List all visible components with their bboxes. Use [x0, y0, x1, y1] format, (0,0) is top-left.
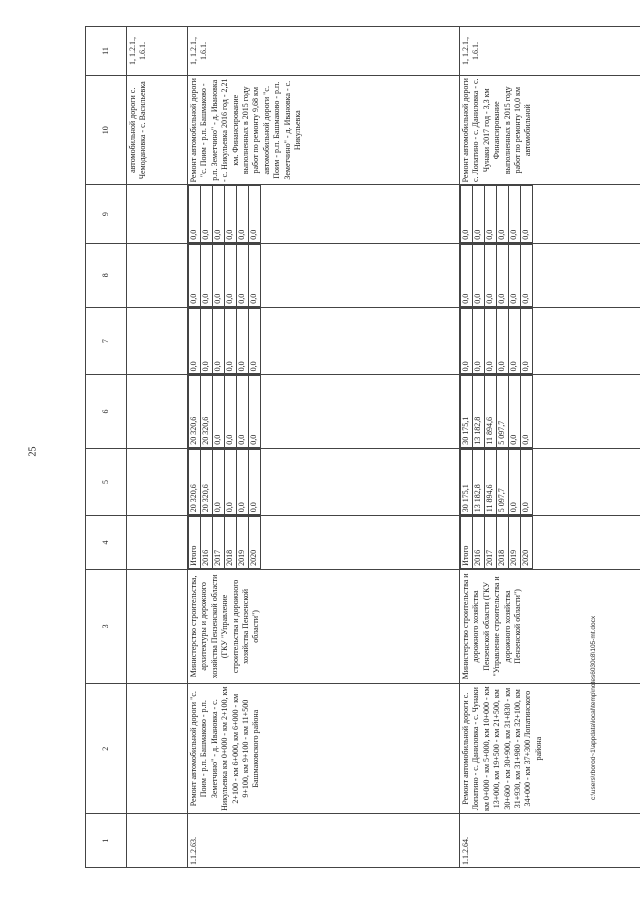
- amount-value: 0,0: [509, 449, 521, 515]
- header-cell: 4: [86, 516, 127, 570]
- year-label: 2018: [225, 517, 237, 569]
- object-name: Ремонт автомобильной дороги "с. Поим - р.п. Башмаково - р.п. Земетчино" - д. Ивановка - с. Никульевка км 0+000 - км 2+100, км 2+100 - км 6+000, км 6+000 - км 9+100, км 9+100 - км 11+500 Башмаковского района: [188, 683, 460, 813]
- indicator-refs: 1, 1.2.1., 1.6.1.: [188, 27, 460, 76]
- row-number: 1.1.2.63.: [188, 814, 460, 868]
- amount-value: 0,0: [249, 244, 261, 306]
- amount-value: 0,0: [509, 308, 521, 374]
- amount-value: 0,0: [509, 376, 521, 447]
- amount-value: 0,0: [509, 186, 521, 242]
- amount-cell-c7: [188, 307, 460, 375]
- years-cell: [188, 516, 460, 570]
- amount-cell-c9: [460, 185, 640, 243]
- page-number: 25: [27, 446, 39, 457]
- amount-value: 0,0: [189, 186, 201, 242]
- years-cell: [460, 516, 640, 570]
- amount-value: 0,0: [225, 376, 237, 447]
- amount-value: 20 320,6: [189, 449, 201, 515]
- amount-value: 5 097,7: [497, 449, 509, 515]
- amount-value: 0,0: [249, 449, 261, 515]
- amount-value: 0,0: [485, 244, 497, 306]
- amount-value: 0,0: [189, 308, 201, 374]
- amount-cell-c6: [460, 375, 640, 448]
- amount-value: 0,0: [497, 186, 509, 242]
- year-label: 2016: [201, 517, 213, 569]
- amount-value: 0,0: [237, 308, 249, 374]
- year-label: 2020: [249, 517, 261, 569]
- header-cell: 6: [86, 375, 127, 448]
- year-label: Итого: [461, 517, 473, 569]
- indicator-refs: 1, 1.2.1., 1.6.1.: [460, 27, 640, 76]
- amount-value: 0,0: [521, 244, 533, 306]
- year-label: 2016: [473, 517, 485, 569]
- amount-value: 0,0: [249, 186, 261, 242]
- amount-value: 0,0: [213, 449, 225, 515]
- amount-value: 0,0: [521, 449, 533, 515]
- amount-value: 0,0: [213, 186, 225, 242]
- year-label: 2017: [213, 517, 225, 569]
- header-cell: 8: [86, 243, 127, 307]
- amount-value: 0,0: [249, 308, 261, 374]
- amount-value: 0,0: [213, 308, 225, 374]
- year-label: 2017: [485, 517, 497, 569]
- amount-value: 0,0: [461, 244, 473, 306]
- row-number: 1.1.2.64.: [460, 814, 640, 868]
- amount-cell-c7: [460, 307, 640, 375]
- amount-value: 30 175,1: [461, 376, 473, 447]
- header-cell: 2: [86, 683, 127, 813]
- amount-value: 0,0: [521, 376, 533, 447]
- amount-value: 0,0: [461, 308, 473, 374]
- amount-value: 0,0: [473, 308, 485, 374]
- amount-cell-c6: [188, 375, 460, 448]
- amount-value: 20 320,6: [189, 376, 201, 447]
- amount-value: 5 097,7: [497, 376, 509, 447]
- amount-value: 0,0: [461, 186, 473, 242]
- amount-value: 0,0: [201, 186, 213, 242]
- amount-value: 0,0: [201, 308, 213, 374]
- year-label: 2019: [237, 517, 249, 569]
- amount-value: 30 175,1: [461, 449, 473, 515]
- amount-value: 0,0: [485, 308, 497, 374]
- header-cell: 3: [86, 569, 127, 683]
- amount-value: 0,0: [497, 308, 509, 374]
- executor: Министерство строительства, архитектуры и дорожного хозяйства Пензенской области (ГКУ "Управление строительства и дорожного хозяйства Пензенской области"): [188, 569, 460, 683]
- amount-value: 11 894,6: [485, 376, 497, 447]
- amount-value: 0,0: [225, 244, 237, 306]
- amount-cell-c8: [188, 243, 460, 307]
- continuation-indicators: 1, 1.2.1., 1.6.1.: [127, 27, 188, 76]
- amount-value: 13 182,8: [473, 376, 485, 447]
- header-cell: 11: [86, 27, 127, 76]
- amount-value: 11 894,6: [485, 449, 497, 515]
- header-cell: 5: [86, 448, 127, 516]
- continuation-row: [127, 27, 188, 868]
- header-row: [86, 27, 127, 868]
- table-row: [188, 27, 460, 868]
- amount-value: 0,0: [237, 449, 249, 515]
- continuation-result: автомобильной дороги с. Чемодановка - с. Васильевка: [127, 76, 188, 185]
- year-label: 2019: [509, 517, 521, 569]
- footer-path: c:\users\rborod~1\appdata\local\temp\notes6030c8\105-mt.docx: [590, 615, 597, 800]
- header-cell: 1: [86, 814, 127, 868]
- amount-value: 0,0: [237, 244, 249, 306]
- year-label: 2020: [521, 517, 533, 569]
- amount-value: 20 320,6: [201, 376, 213, 447]
- amount-value: 0,0: [473, 244, 485, 306]
- amount-value: 0,0: [201, 244, 213, 306]
- rotated-table-wrapper: [85, 26, 571, 868]
- amount-cell-c5: [188, 448, 460, 516]
- amount-value: 0,0: [485, 186, 497, 242]
- amount-value: 0,0: [225, 186, 237, 242]
- year-label: 2018: [497, 517, 509, 569]
- amount-value: 0,0: [497, 244, 509, 306]
- header-cell: 10: [86, 76, 127, 185]
- amount-value: 0,0: [189, 244, 201, 306]
- expected-result: Ремонт автомобильной дороги "с. Поим - р.п. Башмаково - р.п. Земетчино" - д. Ивановка - с. Никульевка 2016 год - 2,21 км. Финансирование выполненных в 2015 году работ по ремонту 9,68 км автомобильной дороги "с. Поим - р.п. Башмаково - р.п. Земетчино" - д. Ивановка - с. Никульевка: [188, 76, 460, 185]
- header-cell: 9: [86, 185, 127, 243]
- table-row: [460, 27, 640, 868]
- table-body: [188, 27, 640, 868]
- program-table: [85, 26, 640, 868]
- object-name: Ремонт автомобильной дороги с. Лопатино - с. Даниловка - с. Чунаки км 0+000 - км 5+000, км 10+000 - км 13+000, км 19+500 - км 21+500, км 30+600 - км 30+900, км 31+830 - км 31+930, км 31+980 - км 32+100, км 34+000 - км 37+300 Лопатинского района: [460, 683, 640, 813]
- header-cell: 7: [86, 307, 127, 375]
- amount-value: 0,0: [473, 186, 485, 242]
- amount-value: 20 320,6: [201, 449, 213, 515]
- amount-value: 0,0: [213, 376, 225, 447]
- amount-value: 13 182,8: [473, 449, 485, 515]
- amount-value: 0,0: [213, 244, 225, 306]
- amount-value: 0,0: [249, 376, 261, 447]
- amount-value: 0,0: [521, 186, 533, 242]
- amount-value: 0,0: [521, 308, 533, 374]
- year-label: Итого: [189, 517, 201, 569]
- amount-cell-c9: [188, 185, 460, 243]
- executor: Министерство строительства и дорожного хозяйства Пензенской области (ГКУ "Управление строительства и дорожного хозяйства Пензенской области"): [460, 569, 640, 683]
- amount-value: 0,0: [237, 186, 249, 242]
- amount-cell-c5: [460, 448, 640, 516]
- amount-value: 0,0: [237, 376, 249, 447]
- amount-value: 0,0: [225, 308, 237, 374]
- expected-result: Ремонт автомобильной дороги с. Лопатино - с. Даниловка - с. Чунаки 2017 год - 3,3 км Финансирование выполненных в 2015 году работ по ремонту 10,0 км автомобильной: [460, 76, 640, 185]
- amount-cell-c8: [460, 243, 640, 307]
- amount-value: 0,0: [225, 449, 237, 515]
- amount-value: 0,0: [509, 244, 521, 306]
